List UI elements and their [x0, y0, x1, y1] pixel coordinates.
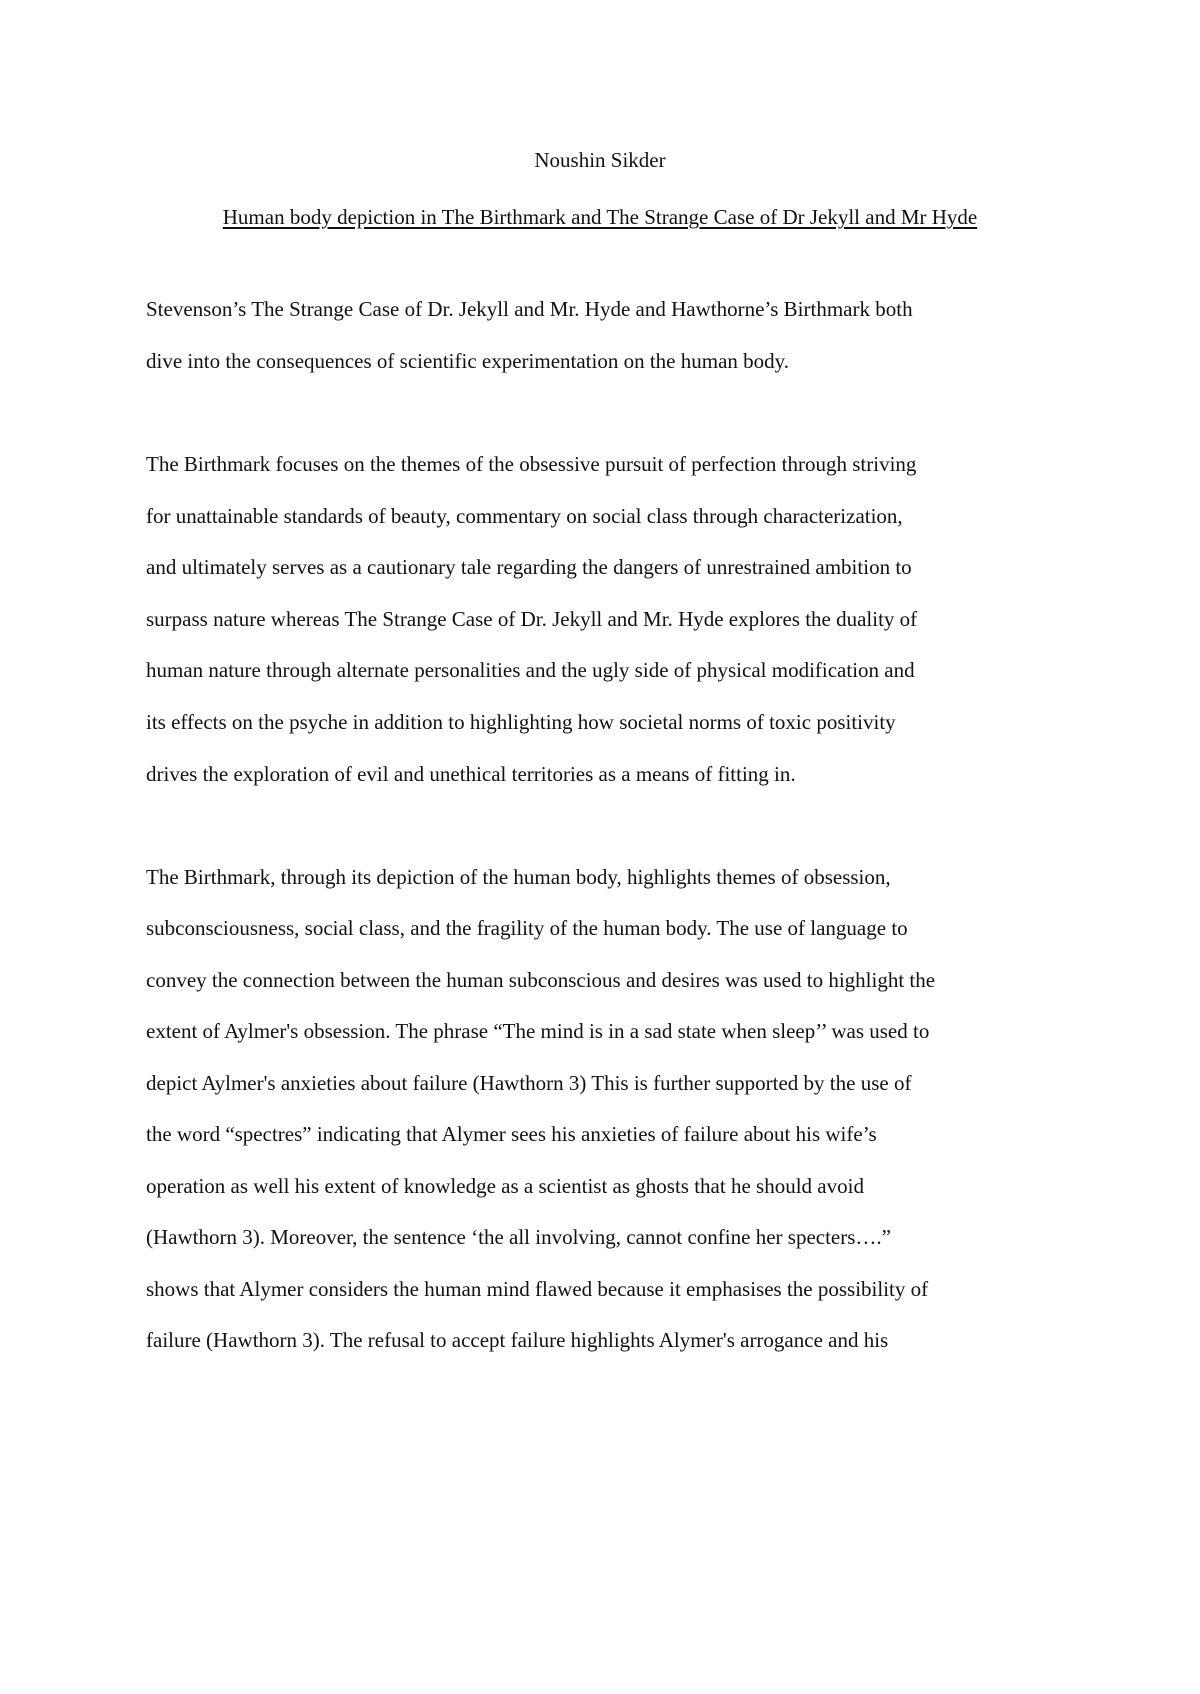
document-title-text: Human body depiction in The Birthmark and The Strange Case of Dr Jekyll and Mr Hyde — [222, 205, 978, 229]
text-line: the word “spectres” indicating that Alymer sees his anxieties of failure about his wife’s — [146, 1122, 877, 1146]
text-line: operation as well his extent of knowledge as a scientist as ghosts that he should avoid — [146, 1174, 864, 1198]
text-line: shows that Alymer considers the human mind flawed because it emphasises the possibility of — [146, 1277, 929, 1301]
text-line: and ultimately serves as a cautionary tale regarding the dangers of unrestrained ambition to — [146, 555, 912, 579]
text-line: human nature through alternate personalities and the ugly side of physical modification and — [146, 658, 915, 682]
text-line: depict Aylmer's anxieties about failure (Hawthorn 3) This is further supported by the use of — [146, 1071, 912, 1095]
author-name: Noushin Sikder — [534, 148, 666, 172]
text-line: dive into the consequences of scientific experimentation on the human body. — [146, 349, 790, 373]
text-line: for unattainable standards of beauty, commentary on social class through characterization, — [146, 504, 903, 528]
text-line: Stevenson’s The Strange Case of Dr. Jekyll and Mr. Hyde and Hawthorne’s Birthmark both — [146, 297, 913, 321]
text-line: The Birthmark, through its depiction of the human body, highlights themes of obsession, — [146, 865, 891, 889]
text-line: The Birthmark focuses on the themes of the obsessive pursuit of perfection through striving — [146, 452, 917, 476]
text-line: its effects on the psyche in addition to highlighting how societal norms of toxic positivity — [146, 710, 896, 734]
text-line: drives the exploration of evil and unethical territories as a means of fitting in. — [146, 762, 796, 786]
text-line: subconsciousness, social class, and the fragility of the human body. The use of language to — [146, 916, 908, 940]
text-line: (Hawthorn 3). Moreover, the sentence ‘the all involving, cannot confine her specters….” — [146, 1225, 891, 1249]
text-line: convey the connection between the human subconscious and desires was used to highlight the — [146, 968, 936, 992]
document-title — [0, 203, 1200, 231]
text-line: failure (Hawthorn 3). The refusal to accept failure highlights Alymer's arrogance and his — [146, 1328, 889, 1352]
text-line: surpass nature whereas The Strange Case of Dr. Jekyll and Mr. Hyde explores the duality of — [146, 607, 918, 631]
text-line: extent of Aylmer's obsession. The phrase “The mind is in a sad state when sleep’’ was used to — [146, 1019, 930, 1043]
